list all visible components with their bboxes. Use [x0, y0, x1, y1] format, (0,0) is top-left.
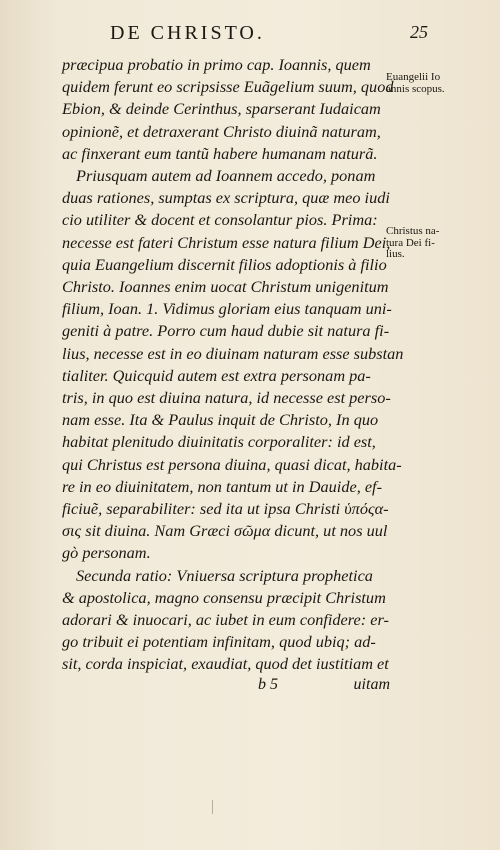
- page-number: 25: [410, 22, 428, 42]
- text-line: σις sit diuina. Nam Græci σῶμα dicunt, ut nos uul: [62, 521, 388, 541]
- running-head: DE CHRISTO.: [110, 22, 265, 44]
- text-line: Ebion, & deinde Cerinthus, sparserant Iudaicam: [62, 99, 381, 119]
- margin-note-line: Euangelii Io: [386, 71, 441, 83]
- signature-mark: b 5: [258, 676, 278, 693]
- text-line: tris, in quo est diuina natura, id necesse est perso-: [62, 388, 391, 408]
- page-footer: [62, 676, 392, 698]
- margin-note-line: annis scopus.: [386, 82, 445, 95]
- page-header: [60, 22, 440, 46]
- text-line: & apostolica, magno consensu præcipit Christum: [62, 587, 386, 607]
- margin-note-line: tura Dei fi-: [386, 236, 435, 249]
- text-line: go tribuit ei potentiam infinitam, quod ubiq; ad-: [62, 632, 376, 652]
- text-line: Priusquam autem ad Ioannem accedo, ponam: [76, 166, 376, 186]
- margin-note-euangelii: [386, 72, 466, 95]
- text-line: filium, Ioan. 1. Vidimus gloriam eius tanquam uni-: [62, 299, 392, 319]
- text-line: lius, necesse est in eo diuinam naturam esse substan: [62, 343, 404, 363]
- catchword: uitam: [353, 676, 390, 693]
- body-text: [62, 54, 404, 676]
- text-line: duas rationes, sumptas ex scriptura, quæ meo iudi: [62, 188, 390, 208]
- text-line: quidem ferunt eo scripsisse Euãgelium suum, quod: [62, 77, 394, 97]
- text-line: præcipua probatio in primo cap. Ioannis, quem: [62, 55, 371, 74]
- text-line: necesse est fateri Christum esse natura filium Dei,: [62, 232, 391, 252]
- text-line: re in eo diuinitatem, non tantum ut in Dauide, ef-: [62, 476, 383, 496]
- text-line: Secunda ratio: Vniuersa scriptura prophetica: [76, 565, 373, 585]
- text-line: qui Christus est persona diuina, quasi dicat, habita-: [62, 454, 402, 474]
- text-line: ficiuẽ, separabiliter: sed ita ut ipsa Christi ὑπόςα-: [62, 499, 389, 519]
- margin-note-line: lius.: [386, 248, 405, 260]
- margin-note-christus: [386, 226, 466, 261]
- text-line: opinionẽ, et detraxerant Christo diuinã naturam,: [62, 121, 381, 141]
- text-line: cio utiliter & docent et consolantur pios. Prima:: [62, 210, 378, 230]
- text-line: Christo. Ioannes enim uocat Christum unigenitum: [62, 277, 389, 297]
- margin-note-line: Christus na-: [386, 225, 440, 237]
- text-line: gò personam.: [62, 543, 151, 563]
- text-line: nam esse. Ita & Paulus inquit de Christo, In quo: [62, 410, 379, 430]
- text-line: sit, corda inspiciat, exaudiat, quod det iustitiam et: [62, 654, 389, 674]
- text-line: quia Euangelium discernit filios adoptionis à filio: [62, 254, 387, 274]
- text-line: ac finxerant eum tantũ habere humanam naturã.: [62, 143, 378, 163]
- text-line: geniti à patre. Porro cum haud dubie sit natura fi-: [62, 321, 390, 341]
- text-line: tialiter. Quicquid autem est extra personam pa-: [62, 365, 371, 385]
- text-line: habitat plenitudo diuinitatis corporaliter: id est,: [62, 432, 376, 452]
- paper-mark: [212, 800, 213, 814]
- text-line: adorari & inuocari, ac iubet in eum confidere: er-: [62, 610, 389, 630]
